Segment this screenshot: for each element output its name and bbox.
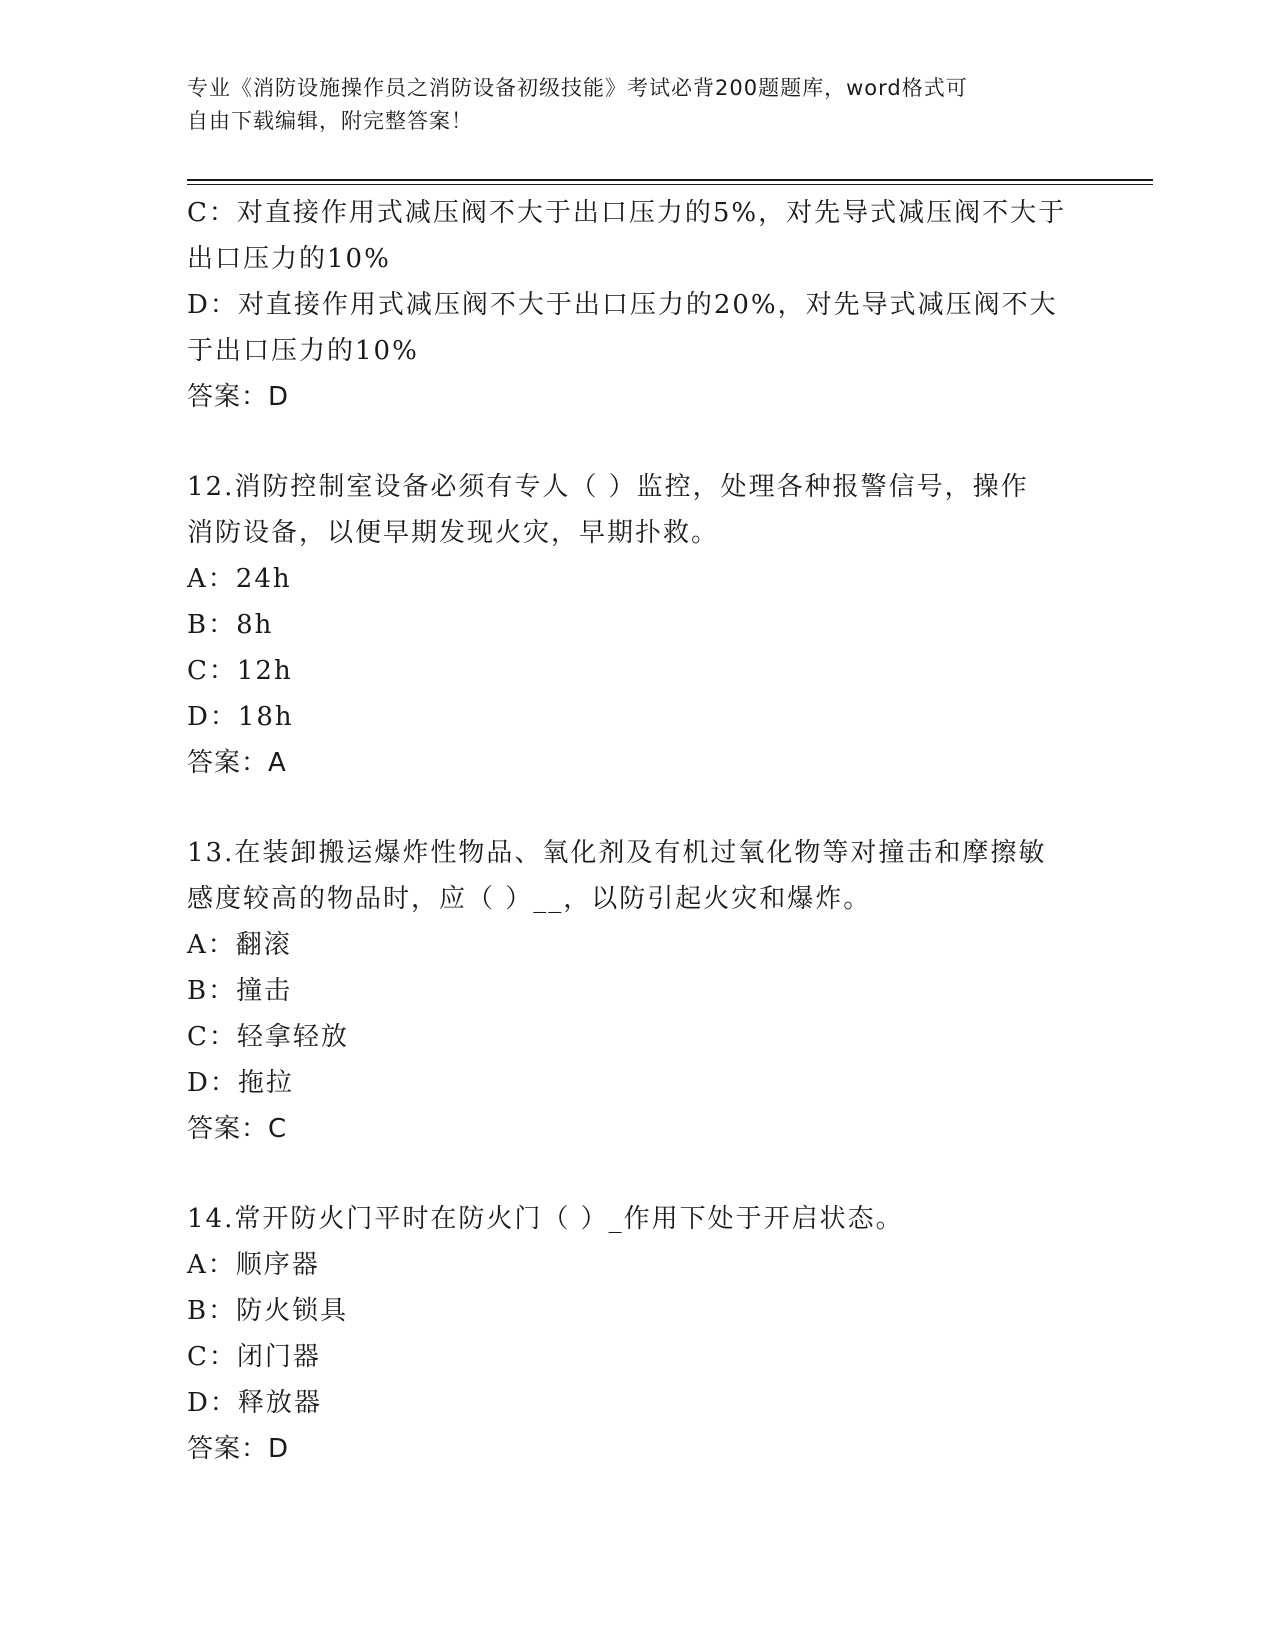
question-content bbox=[187, 190, 1087, 1472]
option-b: B：撞击 bbox=[187, 976, 293, 1006]
option-d: D：18h bbox=[187, 702, 294, 732]
option-a: A：24h bbox=[187, 564, 292, 594]
answer-line: 答案：D bbox=[187, 1434, 290, 1464]
option-d: D：释放器 bbox=[187, 1388, 322, 1418]
answer-line: 答案：C bbox=[187, 1114, 288, 1144]
option-d-line-2: 于出口压力的10% bbox=[187, 336, 419, 366]
spacer bbox=[187, 420, 1087, 464]
document-header bbox=[187, 72, 1067, 138]
option-c: C：轻拿轻放 bbox=[187, 1022, 349, 1052]
option-d-line-1: D：对直接作用式减压阀不大于出口压力的20%，对先导式减压阀不大 bbox=[187, 290, 1058, 320]
option-b: B：8h bbox=[187, 610, 274, 640]
option-d: D：拖拉 bbox=[187, 1068, 294, 1098]
previous-question-tail bbox=[187, 190, 1087, 420]
spacer bbox=[187, 1152, 1087, 1196]
question-stem-line-1: 12.消防控制室设备必须有专人（ ）监控，处理各种报警信号，操作 bbox=[187, 472, 1029, 502]
header-line-2: 自由下载编辑，附完整答案！ bbox=[187, 109, 473, 133]
option-c-line-1: C：对直接作用式减压阀不大于出口压力的5%，对先导式减压阀不大于 bbox=[187, 198, 1067, 228]
option-b: B：防火锁具 bbox=[187, 1296, 349, 1326]
header-divider-thick bbox=[187, 179, 1153, 181]
option-a: A：顺序器 bbox=[187, 1250, 320, 1280]
question-12 bbox=[187, 464, 1087, 786]
answer-line: 答案：A bbox=[187, 748, 287, 778]
option-c-line-2: 出口压力的10% bbox=[187, 244, 391, 274]
question-stem-line-1: 13.在装卸搬运爆炸性物品、氧化剂及有机过氧化物等对撞击和摩擦敏 bbox=[187, 838, 1047, 868]
option-c: C：12h bbox=[187, 656, 293, 686]
question-stem-line-2: 消防设备，以便早期发现火灾，早期扑救。 bbox=[187, 518, 720, 548]
option-a: A：翻滚 bbox=[187, 930, 292, 960]
header-divider-thin bbox=[187, 184, 1153, 185]
question-stem-line-2: 感度较高的物品时，应（ ）__，以防引起火灾和爆炸。 bbox=[187, 884, 872, 914]
question-14 bbox=[187, 1196, 1087, 1472]
answer-line: 答案：D bbox=[187, 382, 290, 412]
option-c: C：闭门器 bbox=[187, 1342, 321, 1372]
question-stem-line-1: 14.常开防火门平时在防火门（ ）_作用下处于开启状态。 bbox=[187, 1204, 904, 1234]
question-13 bbox=[187, 830, 1087, 1152]
spacer bbox=[187, 786, 1087, 830]
header-line-1: 专业《消防设施操作员之消防设备初级技能》考试必背200题题库，word格式可 bbox=[187, 76, 968, 100]
